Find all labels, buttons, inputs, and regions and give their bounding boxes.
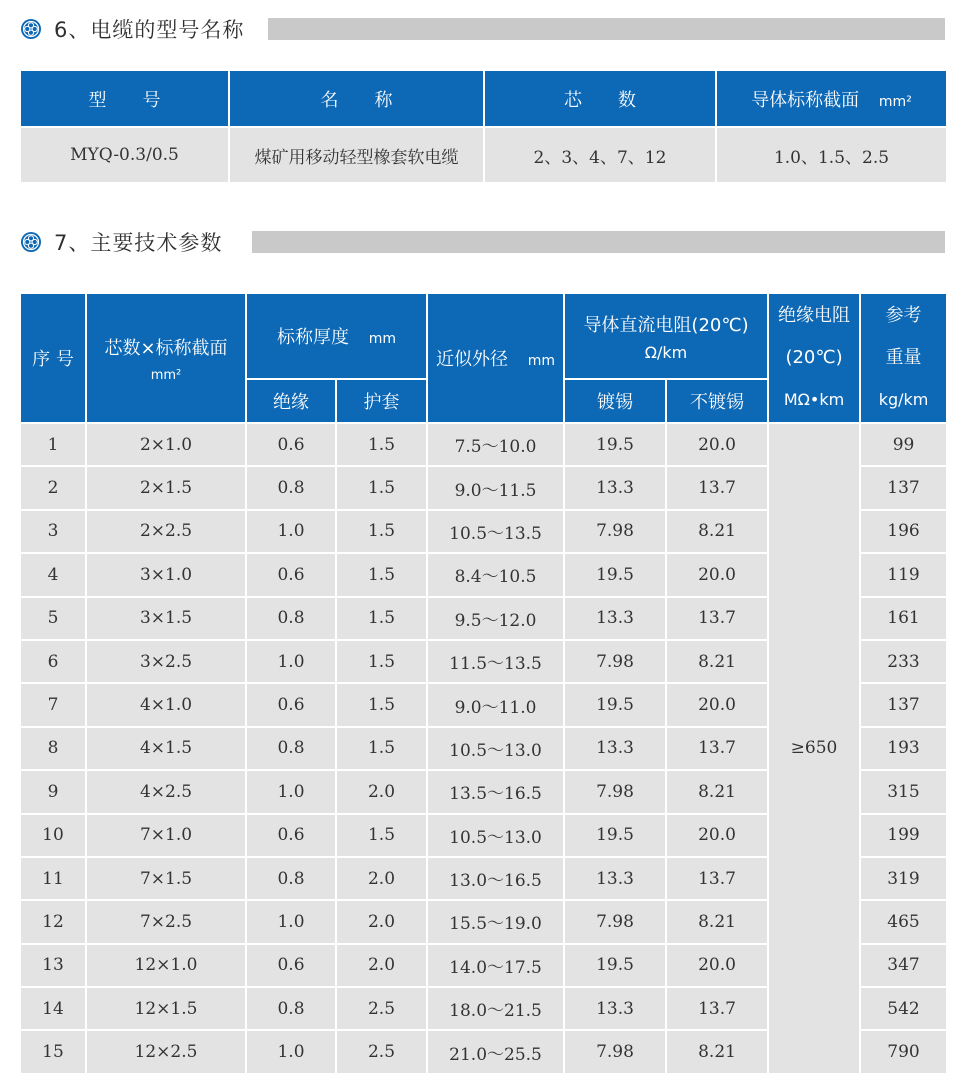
cell-untinned: 20.0 — [666, 814, 768, 857]
model-table-header-row — [20, 70, 947, 127]
cell-model: MYQ-0.3/0.5 — [20, 127, 229, 183]
cell-seq: 6 — [20, 640, 86, 683]
cell-tinned: 13.3 — [564, 727, 666, 770]
cell-weight: 319 — [860, 857, 947, 900]
header-ins-unit: MΩ•km — [783, 390, 845, 409]
header-insulation: 绝缘 — [246, 379, 336, 423]
cell-insulation: 1.0 — [246, 770, 336, 813]
cell-insulation: 0.6 — [246, 683, 336, 726]
cell-seq: 10 — [20, 814, 86, 857]
header-core-area-unit: mm² — [150, 367, 182, 383]
cell-spec: 3×1.0 — [86, 553, 246, 596]
cell-insulation-resistance: ≥650 — [768, 423, 860, 1074]
cell-area: 1.0、1.5、2.5 — [716, 127, 947, 183]
cell-sheath: 1.5 — [336, 423, 427, 466]
cell-spec: 12×1.5 — [86, 987, 246, 1030]
cell-weight: 193 — [860, 727, 947, 770]
header-weight-label: 参考 — [885, 305, 922, 326]
cell-weight: 199 — [860, 814, 947, 857]
cell-sheath: 1.5 — [336, 466, 427, 509]
cell-sheath: 1.5 — [336, 597, 427, 640]
cell-diameter: 11.5～13.5 — [427, 640, 564, 683]
cell-spec: 12×1.0 — [86, 944, 246, 987]
cell-sheath: 2.5 — [336, 1030, 427, 1073]
cell-spec: 2×2.5 — [86, 510, 246, 553]
section-7-heading — [20, 225, 222, 259]
cell-spec: 7×1.5 — [86, 857, 246, 900]
cell-untinned: 20.0 — [666, 683, 768, 726]
circle-flower-icon — [20, 231, 42, 253]
params-header-row-1 — [20, 293, 947, 379]
section-6-title: 6、电缆的型号名称 — [54, 18, 245, 42]
cell-diameter: 8.4～10.5 — [427, 553, 564, 596]
cell-insulation: 0.6 — [246, 423, 336, 466]
cell-sheath: 1.5 — [336, 727, 427, 770]
cell-spec: 2×1.0 — [86, 423, 246, 466]
cell-sheath: 2.0 — [336, 944, 427, 987]
cell-seq: 12 — [20, 900, 86, 943]
header-area — [716, 70, 947, 127]
table-row — [20, 423, 947, 466]
cell-sheath: 1.5 — [336, 640, 427, 683]
header-weight-unit: kg/km — [878, 390, 929, 409]
cell-tinned: 19.5 — [564, 944, 666, 987]
cell-seq: 7 — [20, 683, 86, 726]
section-7-divider-bar — [252, 231, 945, 253]
cell-sheath: 1.5 — [336, 683, 427, 726]
cell-weight: 315 — [860, 770, 947, 813]
cell-seq: 13 — [20, 944, 86, 987]
cell-untinned: 13.7 — [666, 727, 768, 770]
cell-spec: 3×1.5 — [86, 597, 246, 640]
header-diameter — [427, 293, 564, 423]
cell-diameter: 15.5～19.0 — [427, 900, 564, 943]
cell-diameter: 9.5～12.0 — [427, 597, 564, 640]
cell-untinned: 20.0 — [666, 553, 768, 596]
cell-tinned: 13.3 — [564, 987, 666, 1030]
cell-diameter: 13.5～16.5 — [427, 770, 564, 813]
section-6-divider-bar — [268, 18, 945, 40]
header-thickness — [246, 293, 427, 379]
cell-sheath: 2.0 — [336, 770, 427, 813]
header-insulation-resistance — [768, 293, 860, 423]
cell-seq: 5 — [20, 597, 86, 640]
model-table-row — [20, 127, 947, 183]
header-resistance-unit: Ω/km — [644, 342, 688, 362]
cell-diameter: 9.0～11.0 — [427, 683, 564, 726]
cell-spec: 2×1.5 — [86, 466, 246, 509]
header-tinned: 镀锡 — [564, 379, 666, 423]
cell-seq: 8 — [20, 727, 86, 770]
header-resistance — [564, 293, 768, 379]
cell-tinned: 13.3 — [564, 857, 666, 900]
cell-diameter: 7.5～10.0 — [427, 423, 564, 466]
cell-untinned: 8.21 — [666, 640, 768, 683]
cell-insulation: 0.8 — [246, 597, 336, 640]
cell-weight: 465 — [860, 900, 947, 943]
cell-insulation: 0.8 — [246, 987, 336, 1030]
cell-sheath: 1.5 — [336, 814, 427, 857]
cell-untinned: 8.21 — [666, 1030, 768, 1073]
header-diameter-label: 近似外径 — [436, 349, 508, 370]
cell-tinned: 13.3 — [564, 597, 666, 640]
cell-diameter: 10.5～13.5 — [427, 510, 564, 553]
cell-weight: 137 — [860, 466, 947, 509]
cell-spec: 4×1.0 — [86, 683, 246, 726]
cell-weight: 137 — [860, 683, 947, 726]
header-thickness-unit: mm — [368, 331, 397, 347]
cell-weight: 99 — [860, 423, 947, 466]
cell-weight: 790 — [860, 1030, 947, 1073]
header-diameter-unit: mm — [527, 353, 556, 369]
cell-untinned: 20.0 — [666, 944, 768, 987]
technical-parameters-table — [19, 292, 948, 1075]
header-thickness-label: 标称厚度 — [277, 327, 349, 348]
cell-untinned: 20.0 — [666, 423, 768, 466]
cell-insulation: 1.0 — [246, 1030, 336, 1073]
header-sheath: 护套 — [336, 379, 427, 423]
cell-insulation: 1.0 — [246, 640, 336, 683]
cell-insulation: 1.0 — [246, 900, 336, 943]
header-area-unit: mm² — [878, 93, 912, 110]
header-name: 名 称 — [229, 70, 484, 127]
cell-seq: 2 — [20, 466, 86, 509]
cell-spec: 4×2.5 — [86, 770, 246, 813]
cell-seq: 9 — [20, 770, 86, 813]
cell-tinned: 7.98 — [564, 1030, 666, 1073]
cell-weight: 233 — [860, 640, 947, 683]
circle-flower-icon — [20, 18, 42, 40]
header-seq: 序 号 — [20, 293, 86, 423]
cell-spec: 4×1.5 — [86, 727, 246, 770]
cell-tinned: 19.5 — [564, 423, 666, 466]
cell-insulation: 0.6 — [246, 944, 336, 987]
cell-seq: 11 — [20, 857, 86, 900]
cell-sheath: 2.0 — [336, 857, 427, 900]
header-core-area-label: 芯数×标称截面 — [104, 337, 228, 359]
cell-weight: 542 — [860, 987, 947, 1030]
cell-insulation: 0.8 — [246, 466, 336, 509]
cell-insulation: 0.6 — [246, 814, 336, 857]
cell-seq: 1 — [20, 423, 86, 466]
cell-untinned: 13.7 — [666, 857, 768, 900]
cell-tinned: 13.3 — [564, 466, 666, 509]
cell-spec: 12×2.5 — [86, 1030, 246, 1073]
cell-tinned: 19.5 — [564, 814, 666, 857]
model-name-table — [19, 69, 948, 184]
section-6-heading — [20, 12, 244, 46]
cell-diameter: 9.0～11.5 — [427, 466, 564, 509]
cell-weight: 161 — [860, 597, 947, 640]
cell-name: 煤矿用移动轻型橡套软电缆 — [229, 127, 484, 183]
cell-seq: 3 — [20, 510, 86, 553]
cell-untinned: 8.21 — [666, 770, 768, 813]
cell-untinned: 8.21 — [666, 510, 768, 553]
cell-seq: 15 — [20, 1030, 86, 1073]
cell-diameter: 10.5～13.0 — [427, 727, 564, 770]
cell-seq: 4 — [20, 553, 86, 596]
cell-sheath: 2.5 — [336, 987, 427, 1030]
header-weight — [860, 293, 947, 423]
cell-tinned: 7.98 — [564, 770, 666, 813]
cell-insulation: 0.8 — [246, 857, 336, 900]
cell-diameter: 13.0～16.5 — [427, 857, 564, 900]
cell-tinned: 7.98 — [564, 510, 666, 553]
cell-sheath: 1.5 — [336, 510, 427, 553]
cell-weight: 347 — [860, 944, 947, 987]
cell-tinned: 19.5 — [564, 553, 666, 596]
cell-cores: 2、3、4、7、12 — [484, 127, 716, 183]
cell-untinned: 13.7 — [666, 466, 768, 509]
header-core-area — [86, 293, 246, 423]
section-7-title: 7、主要技术参数 — [54, 231, 223, 255]
header-weight-label-2: 重量 — [885, 347, 922, 368]
cell-diameter: 14.0～17.5 — [427, 944, 564, 987]
header-cores: 芯 数 — [484, 70, 716, 127]
cell-diameter: 10.5～13.0 — [427, 814, 564, 857]
cell-tinned: 19.5 — [564, 683, 666, 726]
cell-diameter: 18.0～21.5 — [427, 987, 564, 1030]
header-resistance-label: 导体直流电阻(20℃) — [583, 314, 749, 336]
header-model: 型 号 — [20, 70, 229, 127]
header-ins-temp: (20℃) — [785, 347, 843, 368]
header-untinned: 不镀锡 — [666, 379, 768, 423]
cell-untinned: 13.7 — [666, 597, 768, 640]
cell-spec: 7×1.0 — [86, 814, 246, 857]
cell-insulation: 0.8 — [246, 727, 336, 770]
cell-sheath: 1.5 — [336, 553, 427, 596]
header-area-label: 导体标称截面 — [751, 89, 860, 111]
cell-weight: 196 — [860, 510, 947, 553]
cell-untinned: 8.21 — [666, 900, 768, 943]
cell-untinned: 13.7 — [666, 987, 768, 1030]
cell-insulation: 1.0 — [246, 510, 336, 553]
cell-spec: 3×2.5 — [86, 640, 246, 683]
cell-tinned: 7.98 — [564, 900, 666, 943]
header-ins-resistance-label: 绝缘电阻 — [778, 305, 851, 326]
cell-diameter: 21.0～25.5 — [427, 1030, 564, 1073]
params-table-body — [20, 423, 947, 1074]
cell-tinned: 7.98 — [564, 640, 666, 683]
cell-sheath: 2.0 — [336, 900, 427, 943]
cell-weight: 119 — [860, 553, 947, 596]
cell-seq: 14 — [20, 987, 86, 1030]
cell-insulation: 0.6 — [246, 553, 336, 596]
cell-spec: 7×2.5 — [86, 900, 246, 943]
